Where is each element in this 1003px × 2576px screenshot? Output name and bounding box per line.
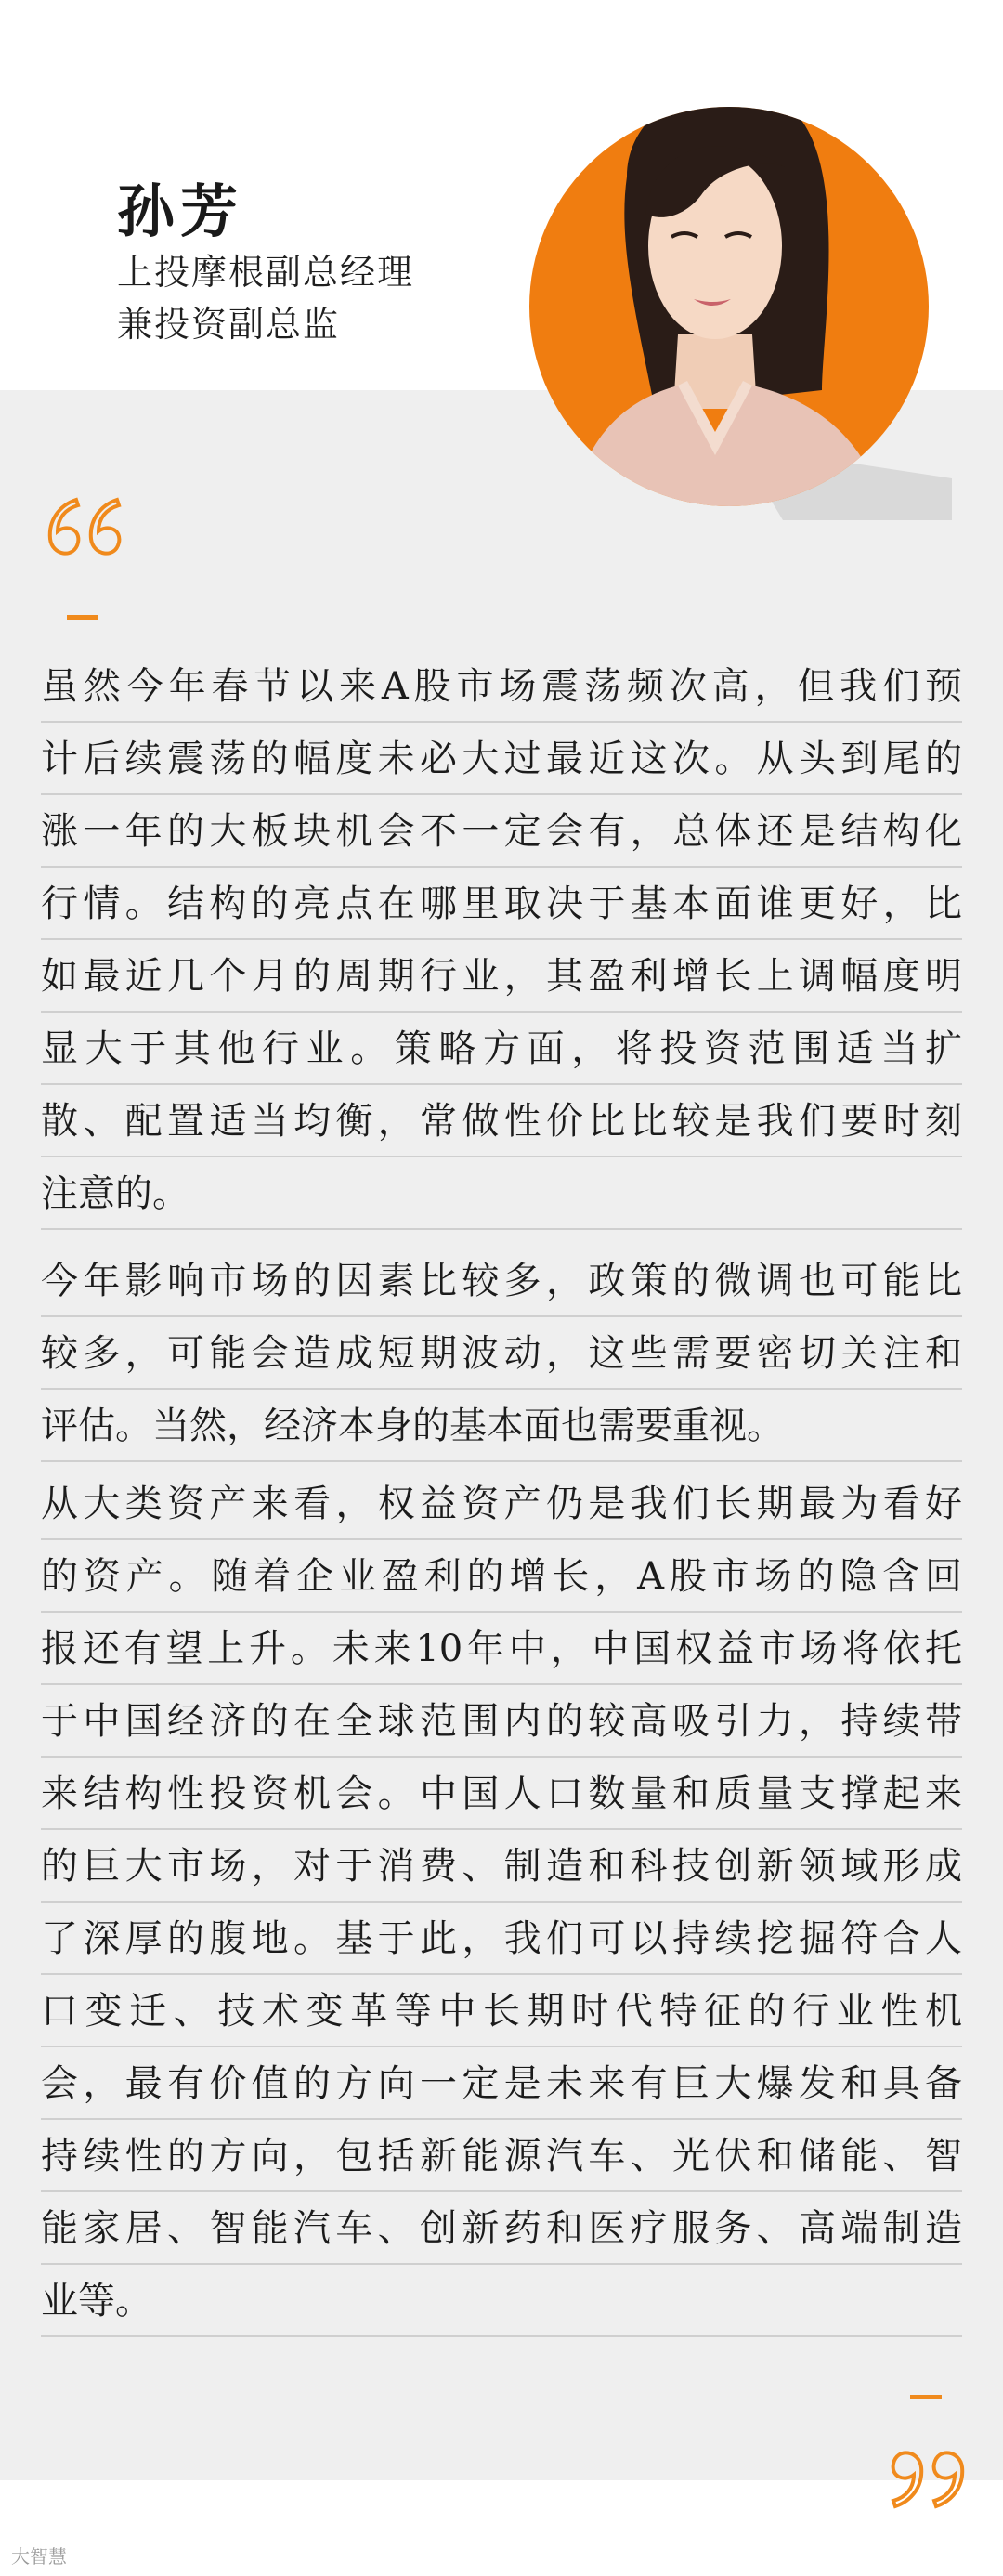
text-line: 的巨大市场，对于消费、制造和科技创新领域形成 xyxy=(41,1830,962,1903)
quote-paragraph-3 xyxy=(41,1468,962,2337)
text-line: 虽然今年春节以来A股市场震荡频次高，但我们预 xyxy=(41,650,962,723)
text-line: 报还有望上升。未来10年中，中国权益市场将依托 xyxy=(41,1613,962,1685)
text-line: 如最近几个月的周期行业，其盈利增长上调幅度明 xyxy=(41,940,962,1013)
close-quote-icon xyxy=(886,2434,970,2517)
text-line: 散、配置适当均衡，常做性价比比较是我们要时刻 xyxy=(41,1085,962,1157)
portrait-photo xyxy=(515,56,952,520)
text-line: 持续性的方向，包括新能源汽车、光伏和储能、智 xyxy=(41,2120,962,2192)
text-line: 口变迁、技术变革等中长期时代特征的行业性机 xyxy=(41,1975,962,2047)
open-quote-icon xyxy=(43,489,126,572)
text-line: 的资产。随着企业盈利的增长，A股市场的隐含回 xyxy=(41,1540,962,1613)
text-line: 计后续震荡的幅度未必大过最近这次。从头到尾的 xyxy=(41,723,962,795)
person-name: 孙芳 xyxy=(117,177,244,245)
text-line: 业等。 xyxy=(41,2265,962,2337)
text-line: 能家居、智能汽车、创新药和医疗服务、高端制造 xyxy=(41,2192,962,2265)
quote-paragraph-2 xyxy=(41,1245,962,1462)
text-line: 显大于其他行业。策略方面，将投资范围适当扩 xyxy=(41,1013,962,1085)
text-line: 于中国经济的在全球范围内的较高吸引力，持续带 xyxy=(41,1685,962,1758)
text-line: 会，最有价值的方向一定是未来有巨大爆发和具备 xyxy=(41,2047,962,2120)
quote-paragraph-1 xyxy=(41,650,962,1230)
text-line: 较多，可能会造成短期波动，这些需要密切关注和 xyxy=(41,1317,962,1390)
text-line: 从大类资产来看，权益资产仍是我们长期最为看好 xyxy=(41,1468,962,1540)
text-line: 行情。结构的亮点在哪里取决于基本面谁更好，比 xyxy=(41,868,962,940)
person-title-line-2: 兼投资副总监 xyxy=(117,304,341,345)
text-line: 来结构性投资机会。中国人口数量和质量支撑起来 xyxy=(41,1758,962,1830)
watermark: 大智慧 xyxy=(11,2545,67,2568)
accent-dash-bottom xyxy=(910,2395,942,2399)
accent-dash-top xyxy=(67,615,98,620)
text-line: 评估。当然，经济本身的基本面也需要重视。 xyxy=(41,1390,962,1462)
text-line: 涨一年的大板块机会不一定会有，总体还是结构化 xyxy=(41,795,962,868)
text-line: 了深厚的腹地。基于此，我们可以持续挖掘符合人 xyxy=(41,1903,962,1975)
text-line: 今年影响市场的因素比较多，政策的微调也可能比 xyxy=(41,1245,962,1317)
text-line: 注意的。 xyxy=(41,1157,962,1230)
person-title-line-1: 上投摩根副总经理 xyxy=(117,252,415,293)
